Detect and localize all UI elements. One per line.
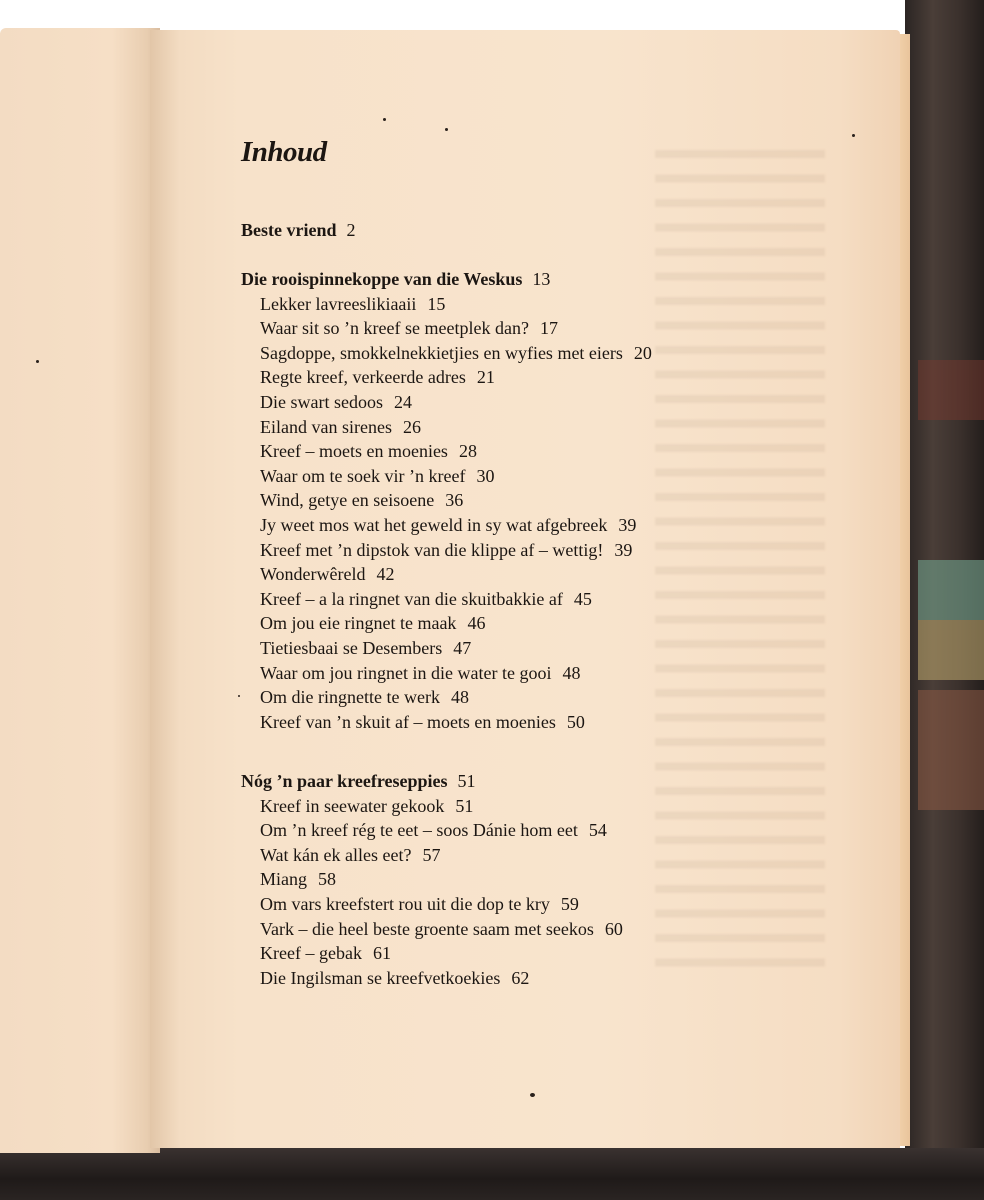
section-title: Beste vriend: [241, 220, 337, 240]
entry-page-number: 48: [450, 687, 469, 708]
entry-title: Eiland van sirenes: [260, 416, 392, 437]
background-book-edge: [918, 360, 984, 420]
toc-entry: [241, 292, 761, 317]
entry-title: Kreef in seewater gekook: [260, 795, 445, 816]
entry-page-number: 58: [318, 869, 336, 890]
toc-entry: [241, 562, 761, 587]
toc-section-heading: [241, 218, 761, 243]
toc-entry: [241, 341, 761, 366]
toc-entry: [241, 843, 761, 868]
toc-entry: [241, 390, 761, 415]
speck: [852, 134, 855, 137]
entry-title: Vark – die heel beste groente saam met seekos: [260, 918, 594, 939]
toc-section: [241, 769, 761, 990]
entry-title: Sagdoppe, smokkelnekkietjies en wyfies met eiers: [260, 342, 623, 363]
toc-entry: [241, 611, 761, 636]
toc-entry: [241, 316, 761, 341]
page-title: Inhoud: [241, 136, 327, 168]
entry-page-number: 39: [614, 539, 633, 560]
section-page-number: 2: [346, 220, 356, 240]
section-page-number: 13: [532, 269, 551, 289]
toc-entry: [241, 488, 761, 513]
toc-entry: [241, 917, 761, 942]
background-book-edge: [918, 690, 984, 810]
entry-title: Die swart sedoos: [260, 391, 383, 412]
entry-page-number: 24: [393, 391, 412, 412]
entry-title: Waar sit so ’n kreef se meetplek dan?: [260, 318, 529, 339]
toc-entry: [241, 538, 761, 563]
entry-title: Kreef – moets en moenies: [260, 441, 448, 462]
entry-title: Kreef – a la ringnet van die skuitbakkie af: [260, 588, 563, 609]
toc-entry: [241, 892, 761, 917]
entry-title: Wat kán ek alles eet?: [260, 844, 412, 865]
toc-section-heading: [241, 267, 761, 292]
toc-entry: [241, 794, 761, 819]
toc-entry: [241, 587, 761, 612]
toc-section-heading: [241, 769, 761, 794]
entry-title: Waar om te soek vir ’n kreef: [260, 465, 466, 486]
entry-page-number: 47: [453, 637, 472, 658]
toc-entry: [241, 966, 761, 991]
entry-page-number: 51: [455, 795, 474, 816]
entry-title: Kreef met ’n dipstok van die klippe af – wettig!: [260, 539, 604, 560]
left-page: [0, 28, 160, 1153]
background-book-edge: [918, 560, 984, 620]
entry-title: Waar om jou ringnet in die water te gooi: [260, 662, 552, 683]
toc-section: [241, 218, 761, 243]
entry-page-number: 59: [560, 893, 579, 914]
background-book-edge: [918, 620, 984, 680]
entry-page-number: 50: [566, 711, 585, 732]
background-bottom: [0, 1148, 984, 1200]
toc-entry: [241, 685, 761, 710]
entry-page-number: 54: [588, 820, 607, 841]
toc-entry: [241, 661, 761, 686]
toc-entry: [241, 941, 761, 966]
entry-page-number: 26: [402, 416, 421, 437]
entry-title: Kreef – gebak: [260, 943, 362, 964]
entry-title: Wind, getye en seisoene: [260, 490, 435, 511]
toc-entry: [241, 636, 761, 661]
speck: [36, 360, 39, 363]
toc-entry: [241, 415, 761, 440]
toc-entry: [241, 818, 761, 843]
entry-page-number: 17: [539, 318, 558, 339]
entry-page-number: 20: [633, 342, 652, 363]
section-page-number: 51: [457, 771, 476, 791]
entry-page-number: 48: [562, 662, 581, 683]
toc-entry: [241, 710, 761, 735]
entry-page-number: 21: [476, 367, 495, 388]
toc-entry: [241, 464, 761, 489]
entry-title: Jy weet mos wat het geweld in sy wat afgebreek: [260, 514, 608, 535]
entry-page-number: 62: [511, 967, 530, 988]
entry-page-number: 60: [604, 918, 623, 939]
speck: [445, 128, 448, 131]
entry-title: Om ’n kreef rég te eet – soos Dánie hom eet: [260, 820, 578, 841]
entry-page-number: 42: [376, 564, 395, 585]
speck: [530, 1093, 535, 1097]
toc-entry: [241, 365, 761, 390]
entry-title: Wonderwêreld: [260, 564, 366, 585]
entry-page-number: 61: [372, 943, 391, 964]
entry-page-number: 28: [458, 441, 477, 462]
entry-title: Kreef van ’n skuit af – moets en moenies: [260, 711, 556, 732]
entry-page-number: 30: [476, 465, 495, 486]
entry-page-number: 57: [422, 844, 441, 865]
entry-page-number: 46: [467, 613, 486, 634]
section-title: Die rooispinnekoppe van die Weskus: [241, 269, 523, 289]
entry-page-number: 39: [618, 514, 637, 535]
entry-page-number: 36: [445, 490, 464, 511]
section-title: Nóg ’n paar kreefreseppies: [241, 771, 448, 791]
speck: [383, 118, 386, 121]
entry-title: Om die ringnette te werk: [260, 687, 440, 708]
entry-page-number: 15: [427, 293, 446, 314]
entry-title: Die Ingilsman se kreefvetkoekies: [260, 967, 501, 988]
entry-title: Om vars kreefstert rou uit die dop te kry: [260, 893, 550, 914]
entry-page-number: 45: [573, 588, 592, 609]
entry-title: Lekker lavreeslikiaaii: [260, 293, 417, 314]
toc-section: [241, 267, 761, 734]
entry-title: Om jou eie ringnet te maak: [260, 613, 457, 634]
entry-title: Tietiesbaai se Desembers: [260, 637, 443, 658]
toc-entry: [241, 439, 761, 464]
entry-title: Regte kreef, verkeerde adres: [260, 367, 466, 388]
entry-title: Miang: [260, 869, 307, 890]
toc-entry: [241, 513, 761, 538]
toc-entry: [241, 867, 761, 892]
speck: [238, 695, 240, 697]
